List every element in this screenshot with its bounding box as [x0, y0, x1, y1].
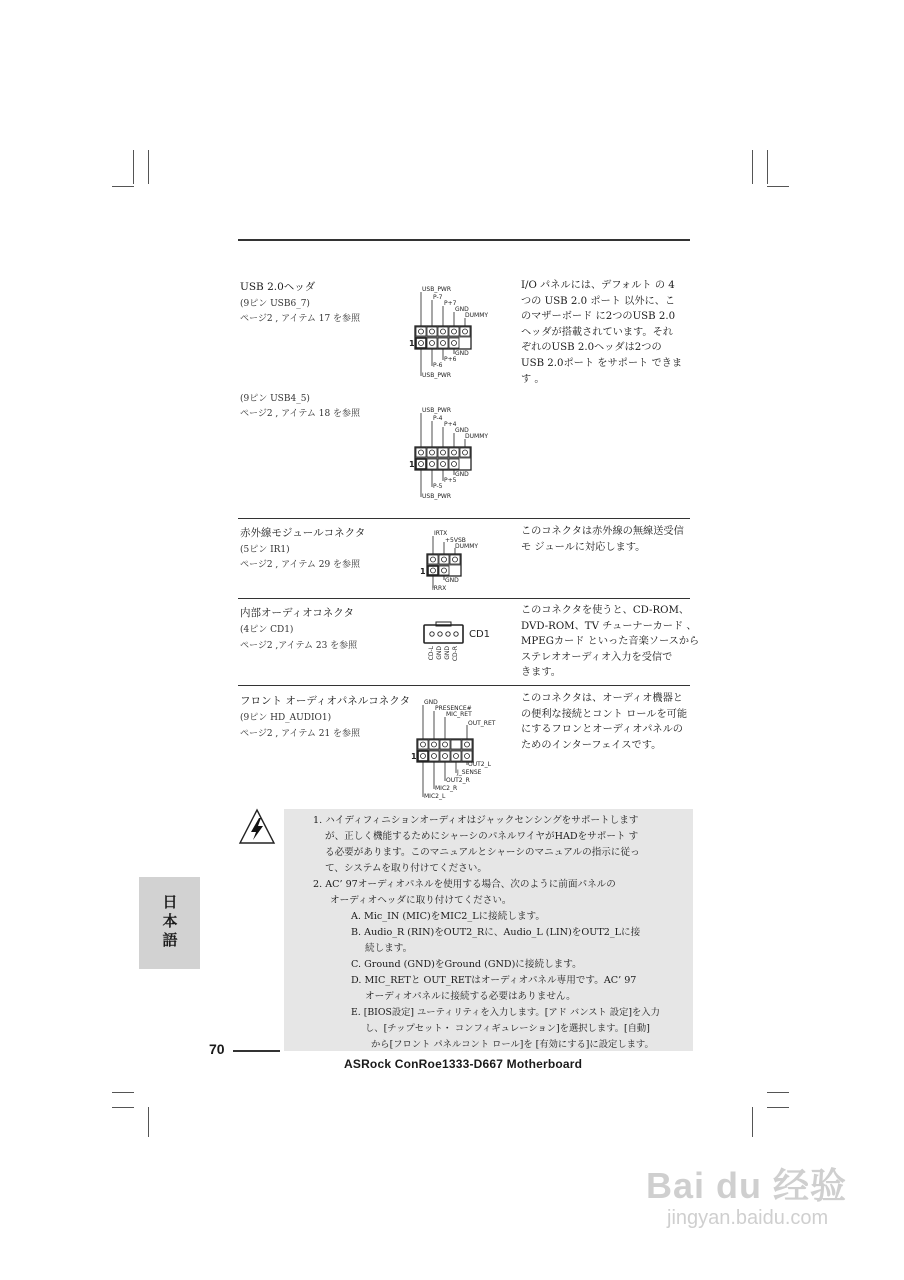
- ir-label-5vsb: +5VSB: [445, 537, 466, 544]
- crop-mark: [767, 1092, 789, 1093]
- crop-mark: [752, 150, 753, 184]
- section-desc-ir: このコネクタは赤外線の無線送受信 モ ジュールに対応します。: [521, 526, 684, 553]
- note-line: し、[チップセット・ コンフィギュレーション]を選択します。[自動]: [365, 1023, 650, 1034]
- audio-label-out2-l: OUT2_L: [468, 761, 491, 768]
- crop-mark: [148, 150, 149, 184]
- section-ref-usb45: ページ2 , アイテム 18 を参照: [240, 409, 361, 419]
- note-line: D. MIC_RETと OUT_RETはオーディオパネル専用です。AC’ 97: [351, 975, 637, 986]
- usb45-label-p-4: P-4: [433, 415, 443, 422]
- footer-title: ASRock ConRoe1333-D667 Motherboard: [344, 1057, 583, 1071]
- audio-label-mic2-l: MIC2_L: [424, 793, 446, 800]
- usb45-pin-svg: [408, 405, 508, 505]
- note-line: オーディオパネルに接続する必要はありません。: [365, 991, 576, 1002]
- usb67-pin-svg: [408, 284, 508, 384]
- warning-icon-svg: [237, 807, 277, 847]
- note-line: 2. AC’ 97オーディオパネルを使用する場合、次のように前面パネルの: [313, 879, 616, 890]
- audio-pin-diagram: [410, 697, 510, 805]
- section-desc-usb: I/O パネルには、デフォルト の 4 つの USB 2.0 ポート 以外に、こ のマザーボード に2つのUSB 2.0 ヘッダが搭載されています。それ ぞれのUSB 2.0ヘッダは2つの USB 2.0ポート をサポート できま す 。: [521, 280, 683, 385]
- usb45-label-gnd: GND: [455, 427, 469, 434]
- crop-mark: [133, 150, 134, 184]
- cd-pin-cd-l: CD-L: [428, 646, 435, 661]
- usb45-label-gnd2: GND: [455, 471, 469, 478]
- crop-mark: [767, 150, 768, 184]
- usb67-label-p+6: P+6: [444, 356, 457, 363]
- crop-mark: [112, 186, 134, 187]
- usb67-label-p+7: P+7: [444, 300, 457, 307]
- section-ref-audio: ページ2 , アイテム 21 を参照: [240, 729, 361, 739]
- audio-label-mic-ret: MIC_RET: [446, 711, 472, 718]
- audio-label-gnd: GND: [424, 699, 438, 706]
- note-line: C. Ground (GND)をGround (GND)に接続します。: [351, 959, 582, 970]
- usb67-label-dummy: DUMMY: [465, 312, 489, 319]
- audio-label-out2-r: OUT2_R: [446, 777, 470, 784]
- baidu-watermark-logo: Bai du 经验: [646, 1165, 848, 1206]
- ir-pin-diagram: [418, 530, 498, 594]
- baidu-watermark-url: jingyan.baidu.com: [667, 1207, 829, 1229]
- section-title-usb: USB 2.0ヘッダ: [240, 281, 316, 293]
- warning-icon: [237, 807, 277, 847]
- section-divider: [238, 598, 690, 599]
- usb45-label-p+4: P+4: [444, 421, 457, 428]
- section-pins-ir: (5ピン IR1): [240, 545, 290, 555]
- crop-mark: [752, 1107, 753, 1137]
- section-pins-cd: (4ピン CD1): [240, 625, 294, 635]
- crop-mark: [112, 1107, 134, 1108]
- cd-pin-cd-r: CD-R: [452, 646, 459, 662]
- usb45-label-p+5: P+5: [444, 477, 457, 484]
- cd-label-cd1: CD1: [469, 629, 491, 640]
- usb45-label-usb-pwr: USB_PWR: [422, 407, 452, 414]
- note-line: る必要があります。このマニュアルとシャーシのマニュアルの指示に従っ: [325, 847, 640, 858]
- note-line: が、正しく機能するためにシャーシのパネルワイヤがHADをサポート す: [325, 831, 639, 842]
- crop-mark: [767, 1107, 789, 1108]
- section-pins-usb45: (9ピン USB4_5): [240, 394, 310, 404]
- language-tab-label: 日 本 語: [162, 893, 178, 949]
- section-ref-cd: ページ2 ,アイテム 23 を参照: [240, 641, 358, 651]
- usb67-label-usb-pwr2: USB_PWR: [422, 372, 452, 379]
- usb45-pin1-marker: 1: [409, 460, 415, 469]
- audio-label-presence: PRESENCE#: [435, 705, 472, 712]
- usb67-label-gnd: GND: [455, 306, 469, 313]
- section-ref-ir: ページ2 , アイテム 29 を参照: [240, 560, 361, 570]
- usb67-pin-diagram: [408, 284, 508, 384]
- section-pins-audio: (9ピン HD_AUDIO1): [240, 713, 332, 723]
- note-line: A. Mic_IN (MIC)をMIC2_Lに接続します。: [351, 911, 545, 922]
- ir-label-gnd: GND: [445, 577, 459, 584]
- section-pins-usb67: (9ピン USB6_7): [240, 299, 310, 309]
- cd-pin-gnd2: GND: [444, 646, 451, 660]
- crop-mark: [148, 1107, 149, 1137]
- note-line: 1. ハイディフィニションオーディオはジャックセンシングをサポートします: [313, 815, 639, 826]
- usb67-label-usb-pwr: USB_PWR: [422, 286, 452, 293]
- audio-pin1-marker: 1: [411, 752, 417, 761]
- note-line: から[フロント パネルコント ロール]を [有効にする]に設定します。: [371, 1039, 654, 1050]
- ir-label-dummy: DUMMY: [455, 543, 479, 550]
- section-ref-usb67: ページ2 , アイテム 17 を参照: [240, 314, 361, 324]
- ir-label-irtx: IRTX: [434, 530, 448, 537]
- section-divider: [238, 685, 690, 686]
- page-number: 70: [209, 1041, 225, 1057]
- note-line: て、システムを取り付けてください。: [325, 863, 487, 874]
- audio-label-out-ret: OUT_RET: [468, 720, 496, 727]
- note-line: B. Audio_R (RIN)をOUT2_Rに、Audio_L (LIN)をOUT2_Lに接: [351, 927, 641, 938]
- note-line: オーディオヘッダに取り付けてください。: [330, 895, 512, 906]
- header-rule: [238, 239, 690, 241]
- usb45-label-dummy: DUMMY: [465, 433, 489, 440]
- cd-pin-gnd: GND: [436, 646, 443, 660]
- usb45-label-p-5: P-5: [433, 483, 443, 490]
- section-title-ir: 赤外線モジュールコネクタ: [240, 527, 366, 539]
- cd-pin-diagram: [420, 618, 500, 676]
- section-title-cd: 内部オーディオコネクタ: [240, 607, 355, 619]
- section-divider: [238, 518, 690, 519]
- note-line: E. [BIOS設定] ユーティリティを入力します。[アド バンスト 設定]を入力: [351, 1007, 660, 1018]
- crop-mark: [112, 1092, 134, 1093]
- usb45-pin-diagram: [408, 405, 508, 505]
- audio-label-mic2-r: MIC2_R: [435, 785, 458, 792]
- note-line: 続します。: [365, 943, 413, 954]
- crop-mark: [767, 186, 789, 187]
- footer-rule: [233, 1050, 280, 1052]
- section-title-audio: フロント オーディオパネルコネクタ: [240, 695, 411, 707]
- usb45-label-usb-pwr2: USB_PWR: [422, 493, 452, 500]
- usb67-pin1-marker: 1: [409, 339, 415, 348]
- section-desc-cd: このコネクタを使うと、CD-ROM、 DVD-ROM、TV チューナーカード 、 MPEGカード といった音楽ソースから ステレオオーディオ入力を受信で きます。: [521, 605, 700, 679]
- ir-pin1-marker: 1: [420, 567, 426, 576]
- usb67-label-p-6: P-6: [433, 362, 443, 369]
- audio-label-j-sense: J_SENSE: [457, 769, 482, 776]
- ir-label-irrx: IRRX: [432, 585, 447, 592]
- usb67-label-p-7: P-7: [433, 294, 443, 301]
- usb67-label-gnd2: GND: [455, 350, 469, 357]
- section-desc-audio: このコネクタは、オーディオ機器と の便利な接続とコント ロールを可能 にするフロンとオーディオパネルの ためのインターフェイスです。: [521, 693, 688, 751]
